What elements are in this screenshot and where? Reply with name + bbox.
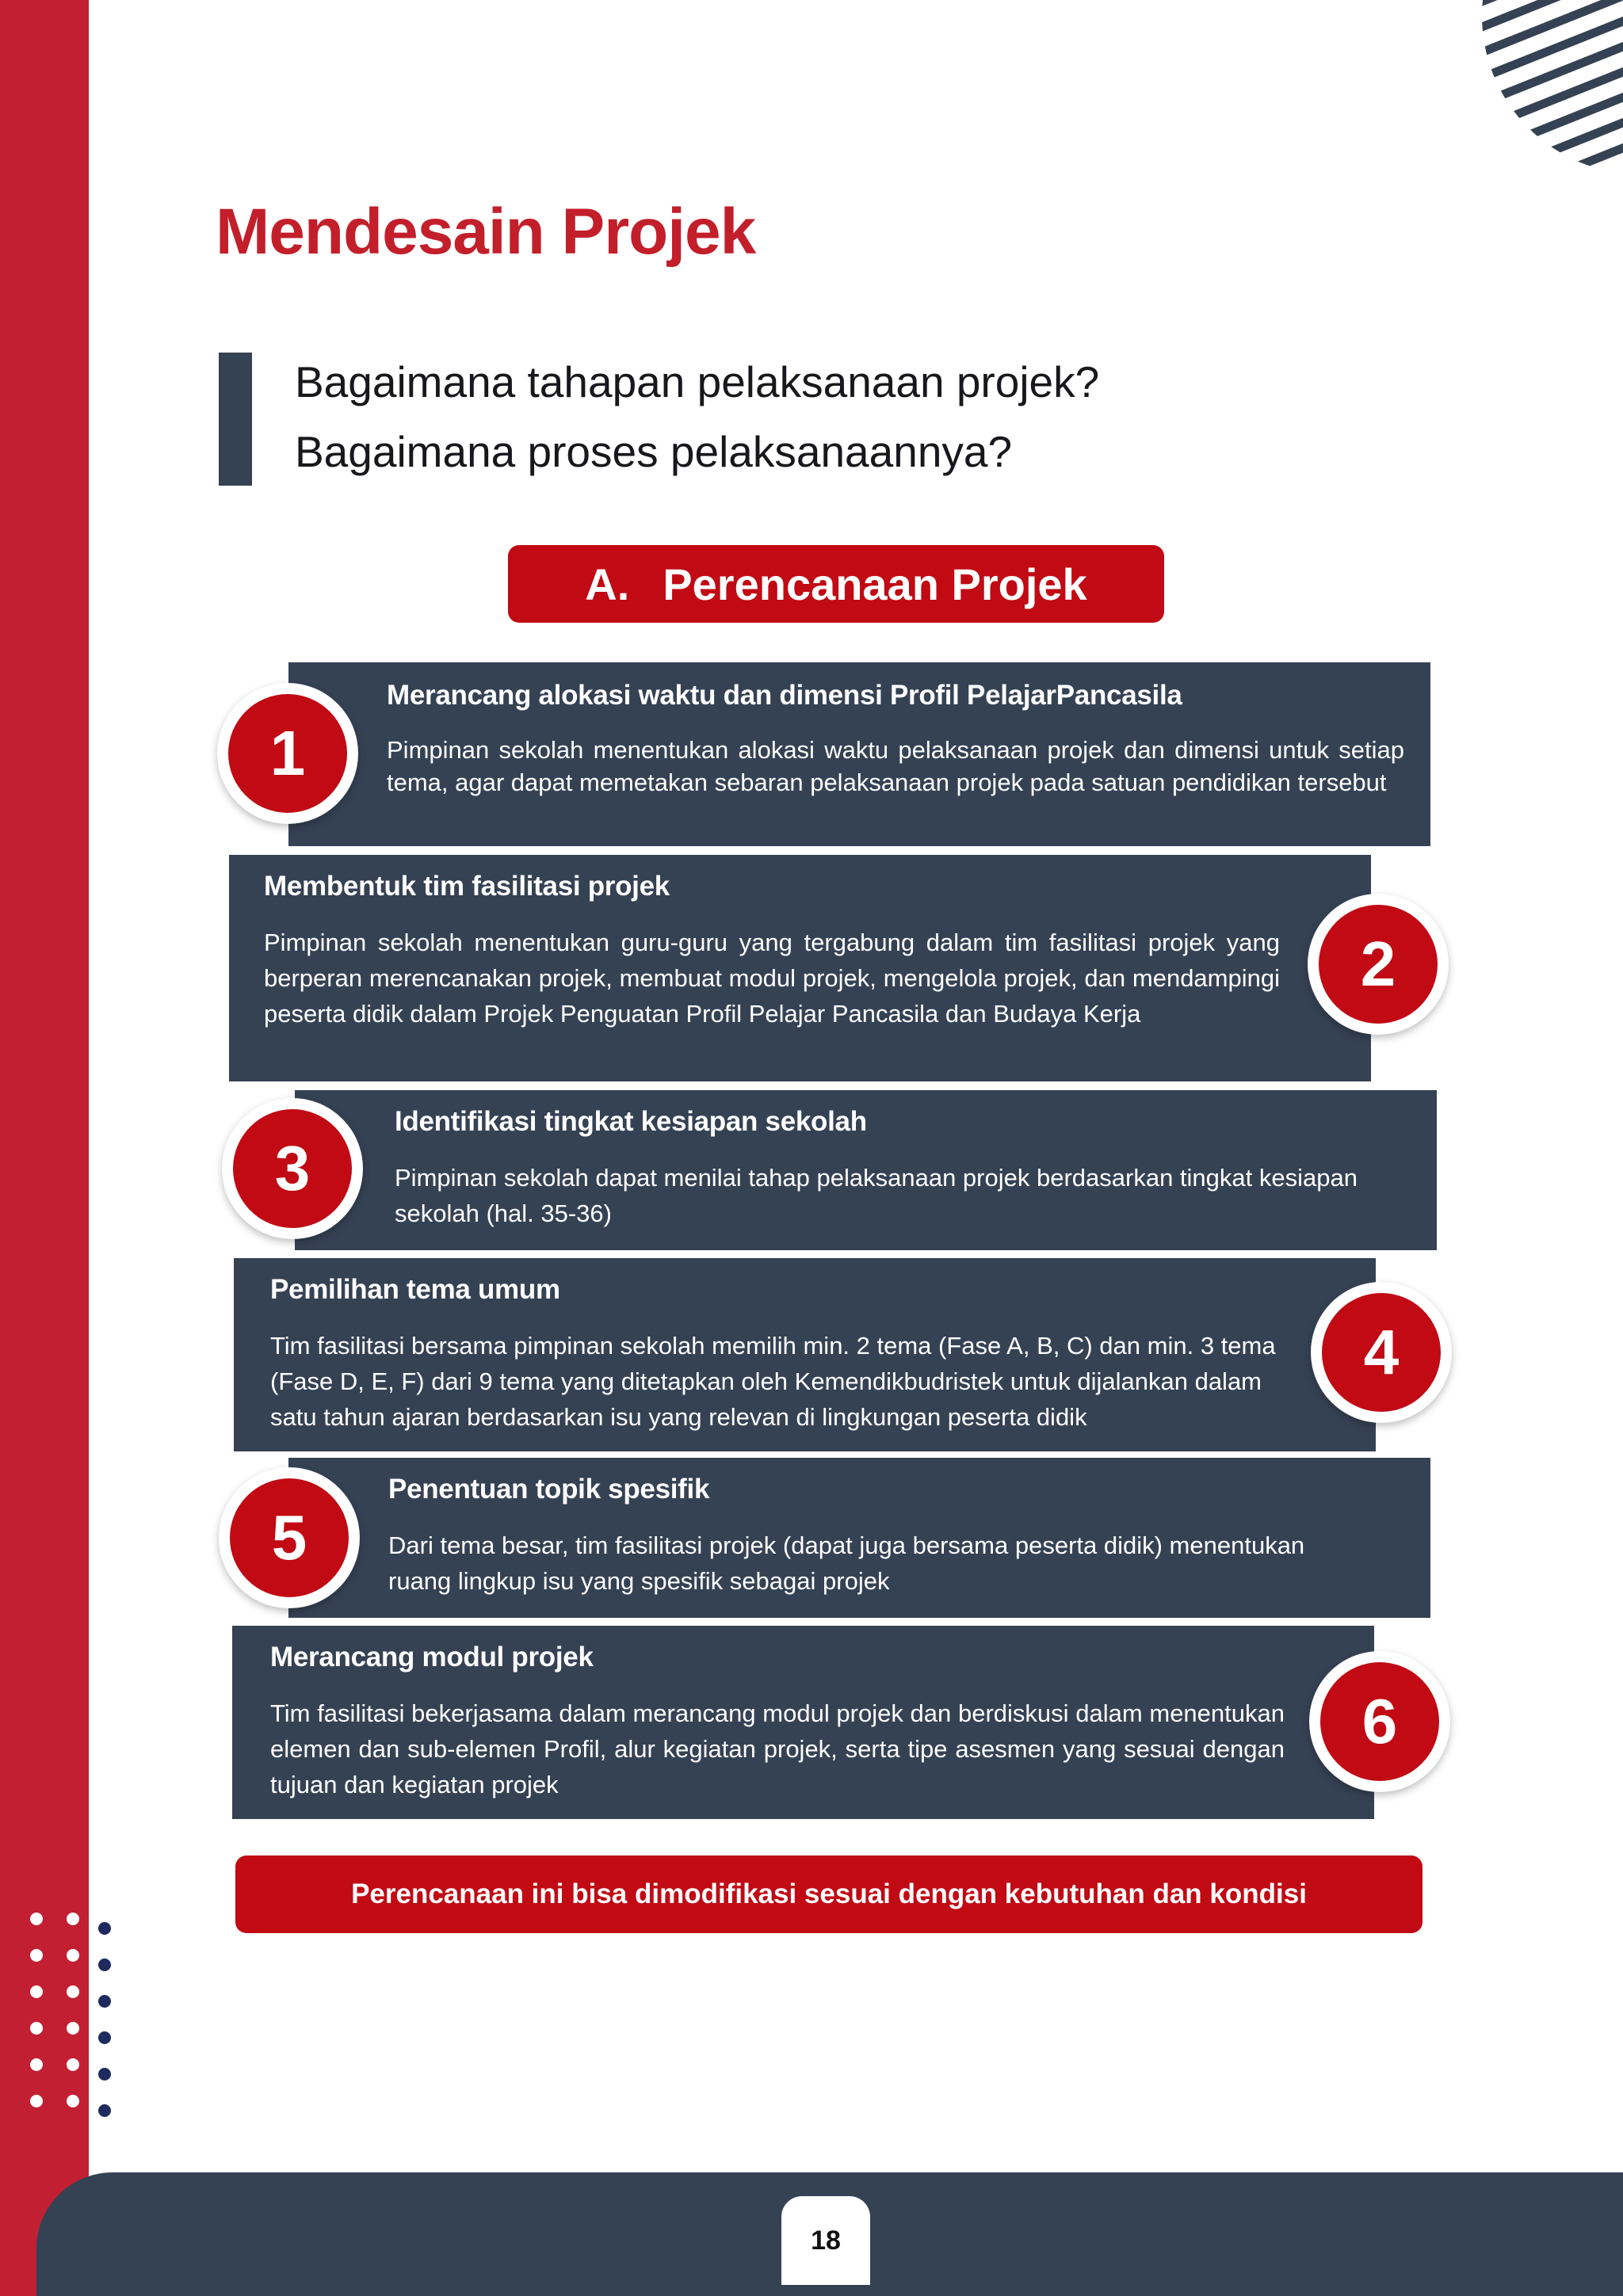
question-line-1: Bagaimana tahapan pelaksanaan projek?	[295, 357, 1100, 406]
section-letter: A.	[585, 559, 630, 609]
step-body: Dari tema besar, tim fasilitasi projek (dapat juga bersama peserta didik) menentukan ruang lingkup isu yang spesifik sebagai projek	[388, 1531, 1305, 1595]
step-card-2	[229, 855, 1371, 1081]
step-number: 1	[228, 694, 347, 813]
step-number: 3	[233, 1109, 352, 1228]
step-number: 5	[230, 1478, 349, 1597]
page-number: 18	[781, 2196, 870, 2285]
step-badge-5	[219, 1467, 360, 1608]
step-body: Tim fasilitasi bersama pimpinan sekolah memilih min. 2 tema (Fase A, B, C) dan min. 3 tema (Fase D, E, F) dari 9 tema yang ditetapkan oleh Kemendikbudristek untuk dijalankan dalam satu tahun ajaran berdasarkan isu yang relevan di lingkungan peserta didik	[270, 1332, 1276, 1431]
step-title: Identifikasi tingkat kesiapan sekolah	[395, 1106, 867, 1137]
step-number: 2	[1319, 905, 1438, 1024]
step-body: Pimpinan sekolah dapat menilai tahap pelaksanaan projek berdasarkan tingkat kesiapan sekolah (hal. 35-36)	[395, 1164, 1358, 1227]
step-card-3	[295, 1090, 1437, 1250]
step-title: Membentuk tim fasilitasi projek	[264, 871, 670, 902]
step-number: 4	[1322, 1293, 1441, 1412]
step-badge-2	[1308, 894, 1449, 1035]
step-card-5	[288, 1458, 1430, 1618]
step-body: Tim fasilitasi bekerjasama dalam merancang modul projek dan berdiskusi dalam menentukan elemen dan sub-elemen Profil, alur kegiatan projek, serta tipe asesmen yang sesuai dengan tujuan dan kegiatan projek	[270, 1699, 1285, 1798]
step-badge-4	[1311, 1282, 1452, 1423]
step-title: Merancang modul projek	[270, 1642, 594, 1672]
question-line-2: Bagaimana proses pelaksanaannya?	[295, 427, 1013, 476]
step-badge-1	[217, 683, 358, 824]
step-badge-3	[222, 1098, 363, 1239]
step-title: Merancang alokasi waktu dan dimensi Profil PelajarPancasila	[387, 680, 1182, 711]
step-title: Pemilihan tema umum	[270, 1274, 560, 1305]
step-title: Penentuan topik spesifik	[388, 1474, 710, 1505]
dot-grid-decoration	[22, 1909, 133, 2123]
page-title: Mendesain Projek	[216, 196, 756, 268]
step-card-1	[288, 662, 1430, 846]
step-body: Pimpinan sekolah menentukan alokasi waktu pelaksanaan projek dan dimensi untuk setiap tema, agar dapat memetakan sebaran pelaksanaan projek pada satuan pendidikan tersebut	[387, 736, 1404, 796]
step-body: Pimpinan sekolah menentukan guru-guru yang tergabung dalam tim fasilitasi projek yang berperan merencanakan projek, membuat modul projek, mengelola projek, dan mendampingi peserta didik dalam Projek Penguatan Profil Pelajar Pancasila dan Budaya Kerja	[264, 929, 1280, 1028]
question-accent-bar	[219, 353, 252, 486]
step-number: 6	[1320, 1662, 1439, 1781]
section-label: Perencanaan Projek	[663, 559, 1087, 609]
step-card-4	[234, 1258, 1376, 1451]
section-heading-perencanaan	[508, 545, 1164, 623]
step-card-6	[232, 1626, 1374, 1819]
diagonal-lines-decoration	[1474, 0, 1623, 182]
planning-note: Perencanaan ini bisa dimodifikasi sesuai dengan kebutuhan dan kondisi	[235, 1855, 1423, 1933]
step-badge-6	[1309, 1651, 1450, 1792]
